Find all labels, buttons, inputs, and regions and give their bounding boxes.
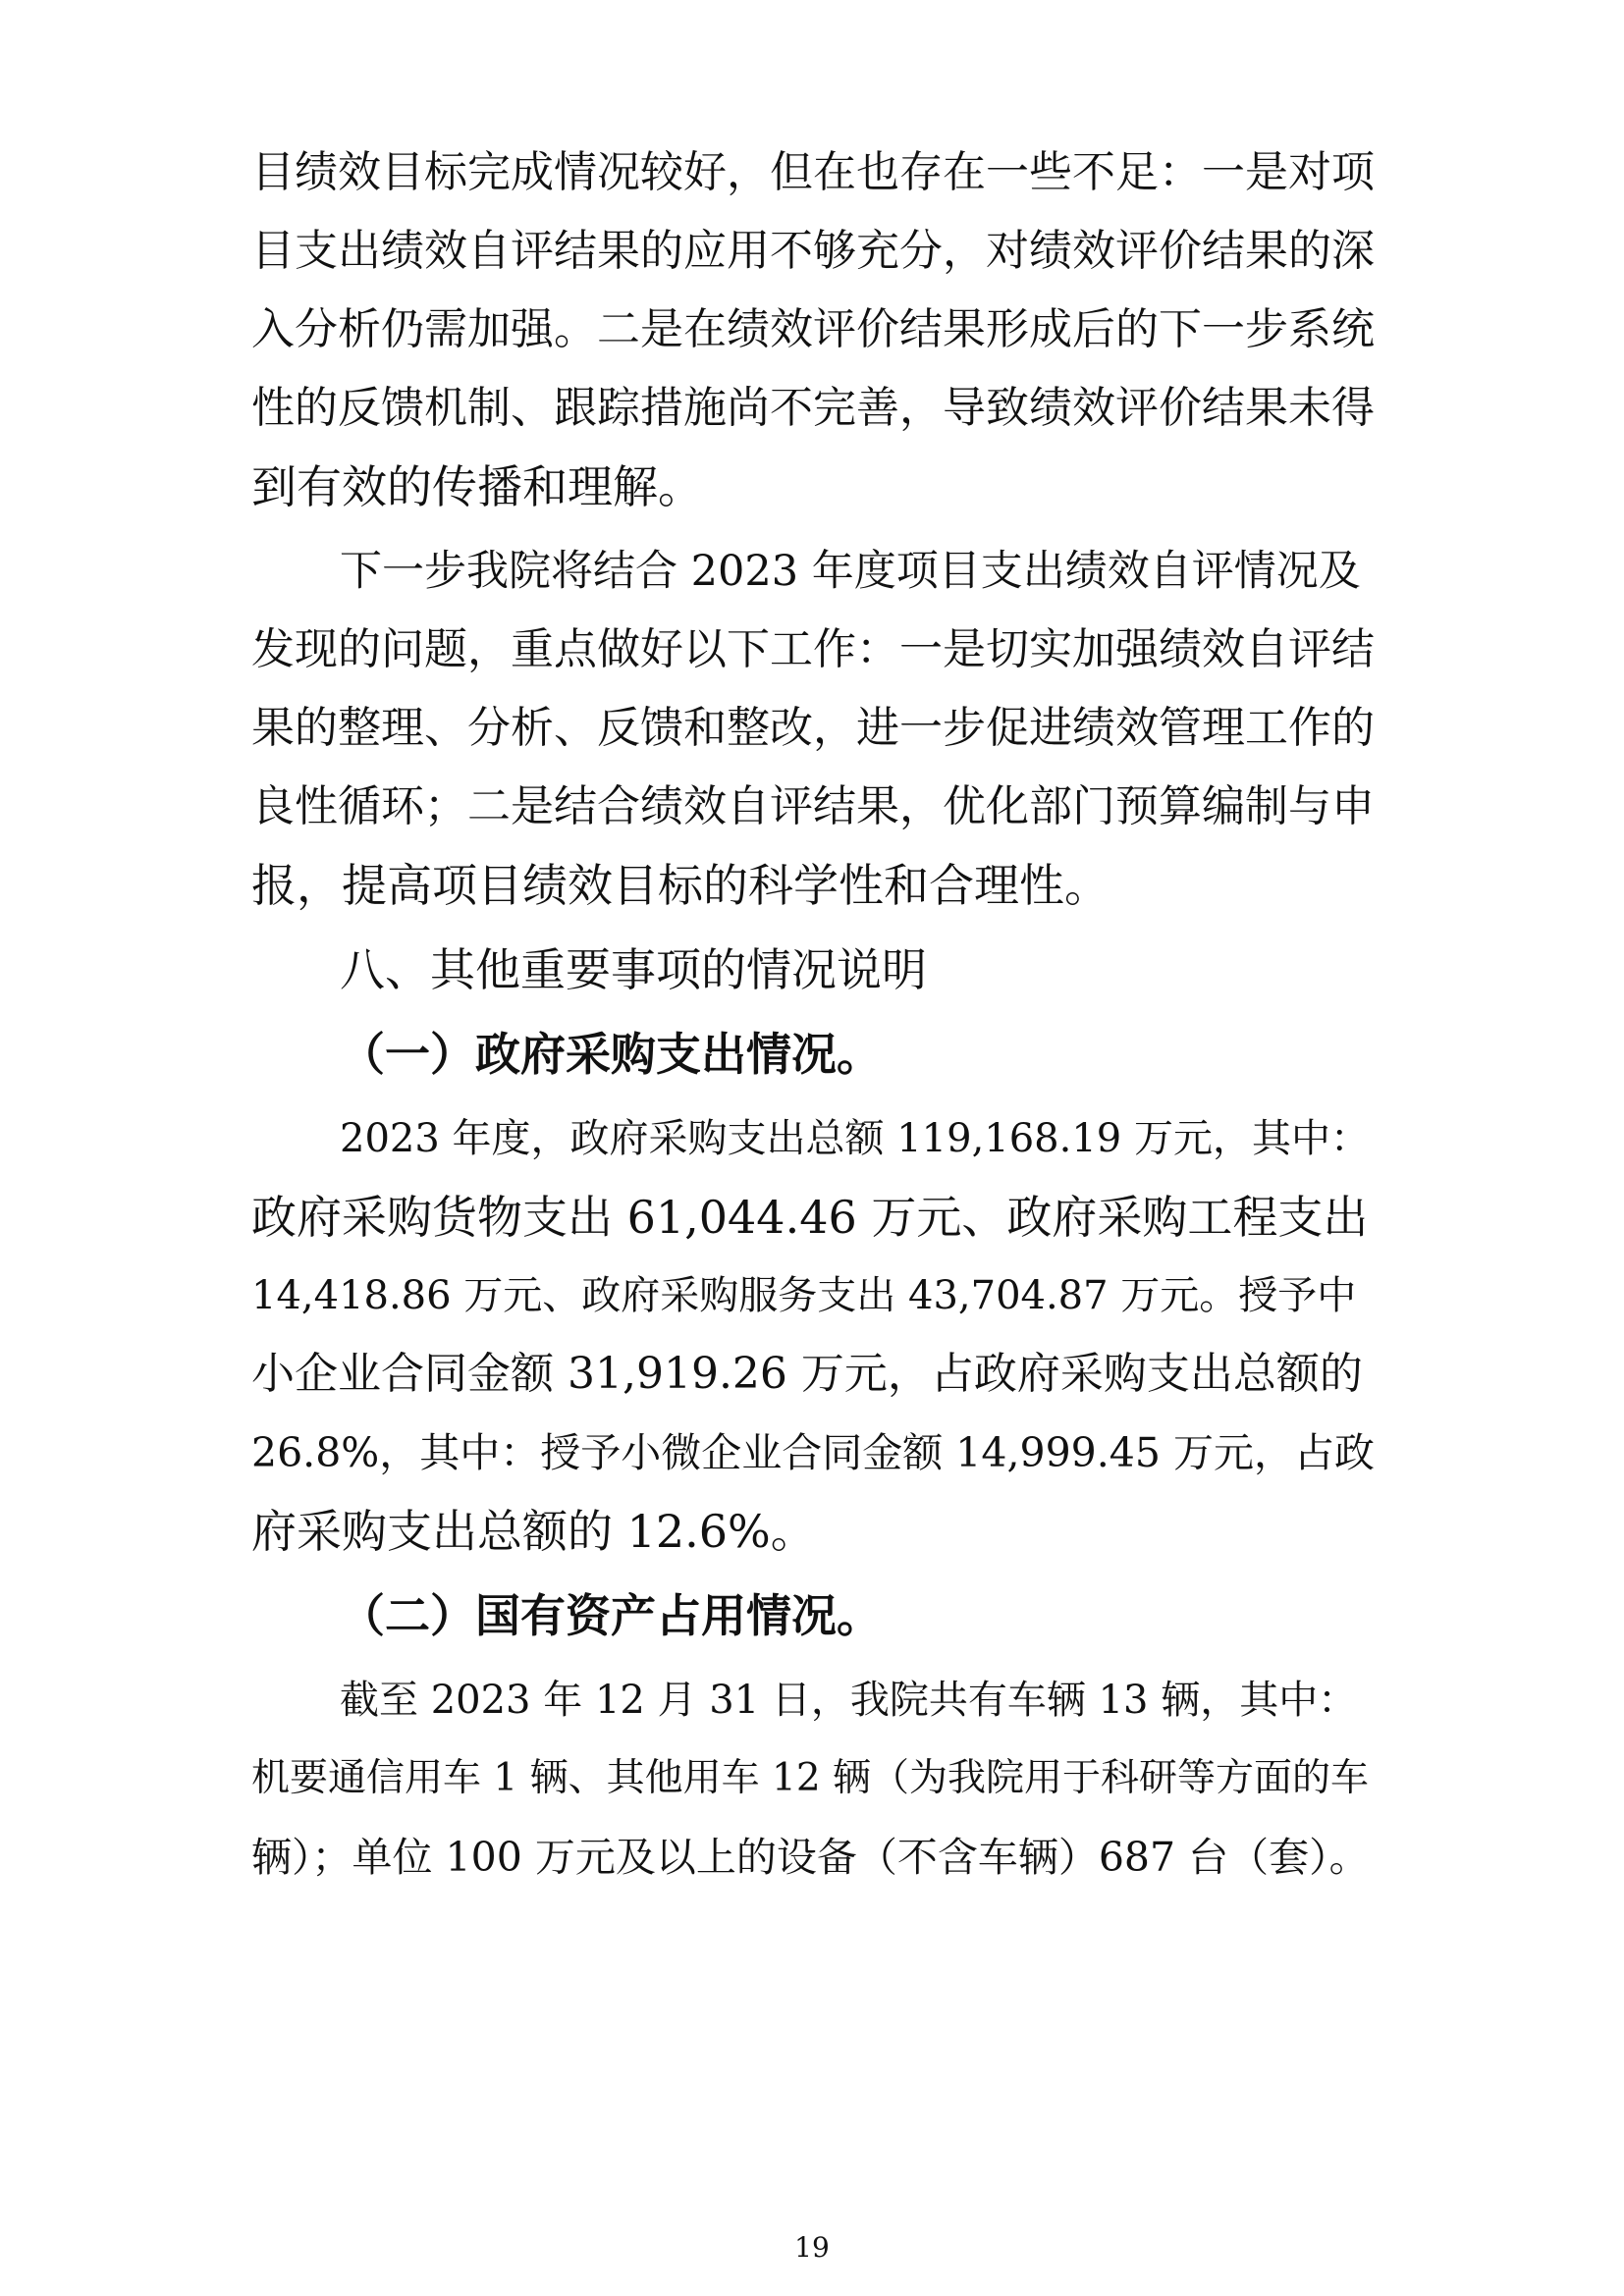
paragraph-line: 报，提高项目绩效目标的科学性和合理性。 [251, 859, 1110, 912]
paragraph-line: 入分析仍需加强。二是在绩效评价结果形成后的下一步系统 [251, 304, 1375, 354]
paragraph-line: 辆）；单位 100 万元及以上的设备（不含车辆）687 台（套）。 [251, 1834, 1370, 1881]
paragraph-line: 良性循环；二是结合绩效自评结果，优化部门预算编制与申 [251, 781, 1375, 831]
paragraph-line: 14,418.86 万元、政府采购服务支出 43,704.87 万元。授予中 [251, 1273, 1357, 1318]
paragraph-line: 机要通信用车 1 辆、其他用车 12 辆（为我院用于科研等方面的车 [251, 1756, 1370, 1800]
section-heading: 八、其他重要事项的情况说明 [340, 943, 927, 996]
paragraph-line: 果的整理、分析、反馈和整改，进一步促进绩效管理工作的 [251, 703, 1375, 753]
paragraph-line: 截至 2023 年 12 月 31 日，我院共有车辆 13 辆，其中： [340, 1678, 1358, 1723]
paragraph-line: 政府采购货物支出 61,044.46 万元、政府采购工程支出 [251, 1191, 1369, 1244]
paragraph-line: 下一步我院将结合 2023 年度项目支出绩效自评情况及 [340, 547, 1361, 596]
subsection-heading-assets: （二）国有资产占用情况。 [340, 1589, 882, 1642]
paragraph-line: 到有效的传播和理解。 [251, 460, 703, 513]
paragraph-line: 府采购支出总额的 12.6%。 [251, 1505, 816, 1558]
paragraph-line: 目支出绩效自评结果的应用不够充分，对绩效评价结果的深 [251, 226, 1375, 276]
paragraph-line: 26.8%，其中：授予小微企业合同金额 14,999.45 万元，占政 [251, 1429, 1375, 1476]
paragraph-line: 小企业合同金额 31,919.26 万元，占政府采购支出总额的 [251, 1349, 1363, 1399]
subsection-heading-procurement: （一）政府采购支出情况。 [340, 1028, 882, 1081]
page-number: 19 [794, 2231, 830, 2264]
paragraph-line: 2023 年度，政府采购支出总额 119,168.19 万元，其中： [340, 1116, 1370, 1161]
paragraph-line: 发现的问题，重点做好以下工作：一是切实加强绩效自评结 [251, 624, 1375, 674]
paragraph-line: 性的反馈机制、跟踪措施尚不完善，导致绩效评价结果未得 [251, 383, 1375, 433]
paragraph-line: 目绩效目标完成情况较好，但在也存在一些不足：一是对项 [251, 147, 1375, 197]
